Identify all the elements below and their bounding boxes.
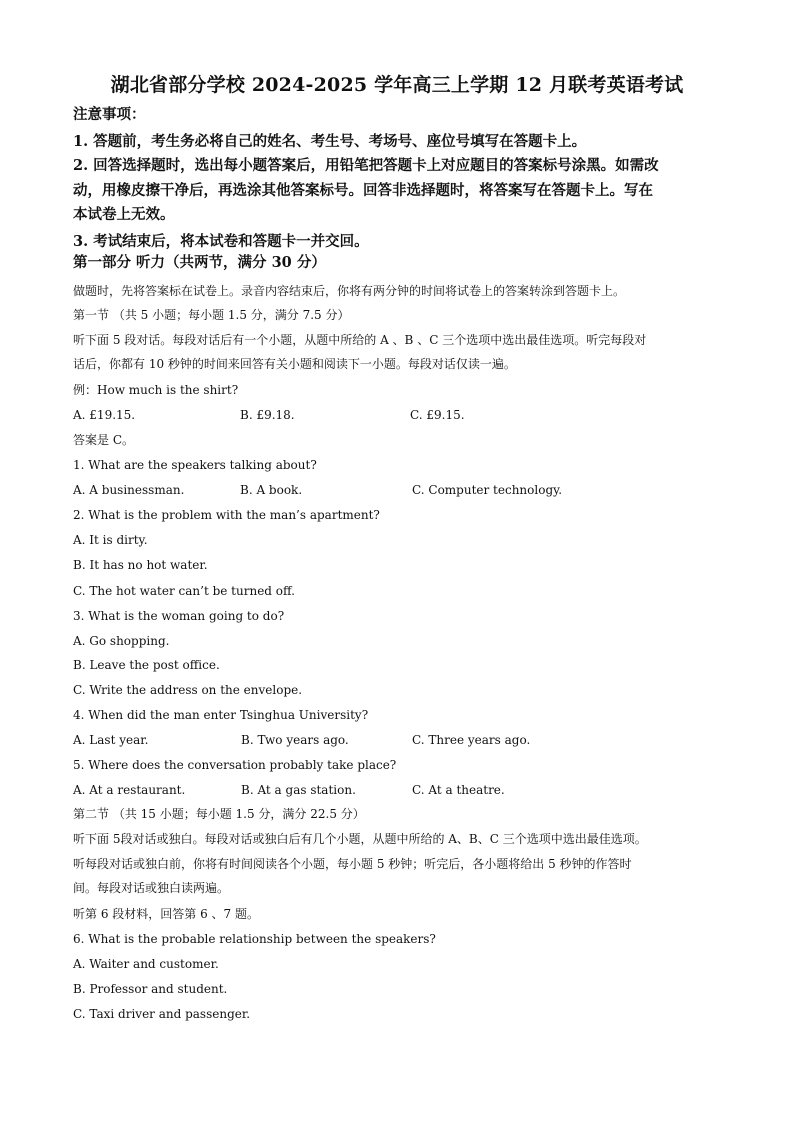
question-4-option-b: B. Two years ago. [241, 733, 349, 747]
question-3: 3. What is the woman going to do? [73, 609, 285, 623]
section2-instruction-line-1: 听下面 5段对话或独白。每段对话或独白后有几个小题，从题中所给的 A、B、C 三个选项中选出最佳选项。 [73, 832, 647, 846]
section2-instruction-line-2: 听每段对话或独白前，你将有时间阅读各个小题，每小题 5 秒钟；听完后，各小题将给出 5 秒钟的作答时 [73, 857, 632, 871]
example-answer: 答案是 C。 [73, 433, 134, 447]
question-6-option-a: A. Waiter and customer. [73, 957, 219, 971]
part1-heading: 第一部分 听力（共两节，满分 30 分） [73, 254, 326, 271]
question-6-option-b: B. Professor and student. [73, 982, 228, 996]
example-option-c: C. £9.15. [410, 408, 465, 422]
question-1-option-c: C. Computer technology. [412, 483, 563, 497]
question-2-option-b: B. It has no hot water. [73, 558, 208, 572]
question-6-option-c: C. Taxi driver and passenger. [73, 1007, 251, 1021]
question-5: 5. Where does the conversation probably take place? [73, 758, 397, 772]
notice-item-3: 3. 考试结束后，将本试卷和答题卡一并交回。 [73, 233, 369, 250]
question-4-option-a: A. Last year. [73, 733, 149, 747]
question-3-option-c: C. Write the address on the envelope. [73, 683, 303, 697]
notice-item-2-line-2: 动，用橡皮擦干净后，再选涂其他答案标号。回答非选择题时，将答案写在答题卡上。写在 [73, 182, 653, 199]
question-6: 6. What is the probable relationship between the speakers? [73, 932, 436, 946]
question-1-option-b: B. A book. [240, 483, 303, 497]
part1-intro: 做题时，先将答案标在试卷上。录音内容结束后，你将有两分钟的时间将试卷上的答案转涂到答题卡上。 [73, 284, 626, 298]
section1-heading: 第一节 （共 5 小题；每小题 1.5 分，满分 7.5 分） [73, 308, 350, 322]
question-3-option-a: A. Go shopping. [73, 634, 170, 648]
question-3-option-b: B. Leave the post office. [73, 658, 220, 672]
question-4: 4. When did the man enter Tsinghua University? [73, 708, 369, 722]
section2-heading: 第二节 （共 15 小题；每小题 1.5 分，满分 22.5 分） [73, 807, 365, 821]
page-title: 湖北省部分学校 2024-2025 学年高三上学期 12 月联考英语考试 [110, 74, 684, 96]
notice-heading: 注意事项： [73, 106, 146, 123]
material-6-instruction: 听第 6 段材料，回答第 6 、7 题。 [73, 907, 259, 921]
section2-instruction-line-3: 间。每段对话或独白读两遍。 [73, 881, 230, 895]
question-4-option-c: C. Three years ago. [412, 733, 531, 747]
question-1-option-a: A. A businessman. [73, 483, 185, 497]
example-option-a: A. £19.15. [73, 408, 136, 422]
notice-item-2-line-3: 本试卷上无效。 [73, 206, 175, 223]
question-2: 2. What is the problem with the man’s apartment? [73, 508, 380, 522]
question-5-option-a: A. At a restaurant. [73, 783, 186, 797]
question-5-option-b: B. At a gas station. [241, 783, 356, 797]
notice-item-2-line-1: 2. 回答选择题时，选出每小题答案后，用铅笔把答题卡上对应题目的答案标号涂黑。如需改 [73, 157, 659, 174]
question-2-option-c: C. The hot water can’t be turned off. [73, 584, 295, 598]
question-2-option-a: A. It is dirty. [73, 533, 148, 547]
question-1: 1. What are the speakers talking about? [73, 458, 317, 472]
question-5-option-c: C. At a theatre. [412, 783, 505, 797]
section1-instruction-line-2: 话后，你都有 10 秒钟的时间来回答有关小题和阅读下一小题。每段对话仅读一遍。 [73, 357, 516, 371]
example-question: 例：How much is the shirt? [73, 383, 239, 397]
section1-instruction-line-1: 听下面 5 段对话。每段对话后有一个小题，从题中所给的 A 、B 、C 三个选项中选出最佳选项。听完每段对 [73, 333, 647, 347]
notice-item-1: 1. 答题前，考生务必将自己的姓名、考生号、考场号、座位号填写在答题卡上。 [73, 133, 587, 150]
example-option-b: B. £9.18. [240, 408, 295, 422]
